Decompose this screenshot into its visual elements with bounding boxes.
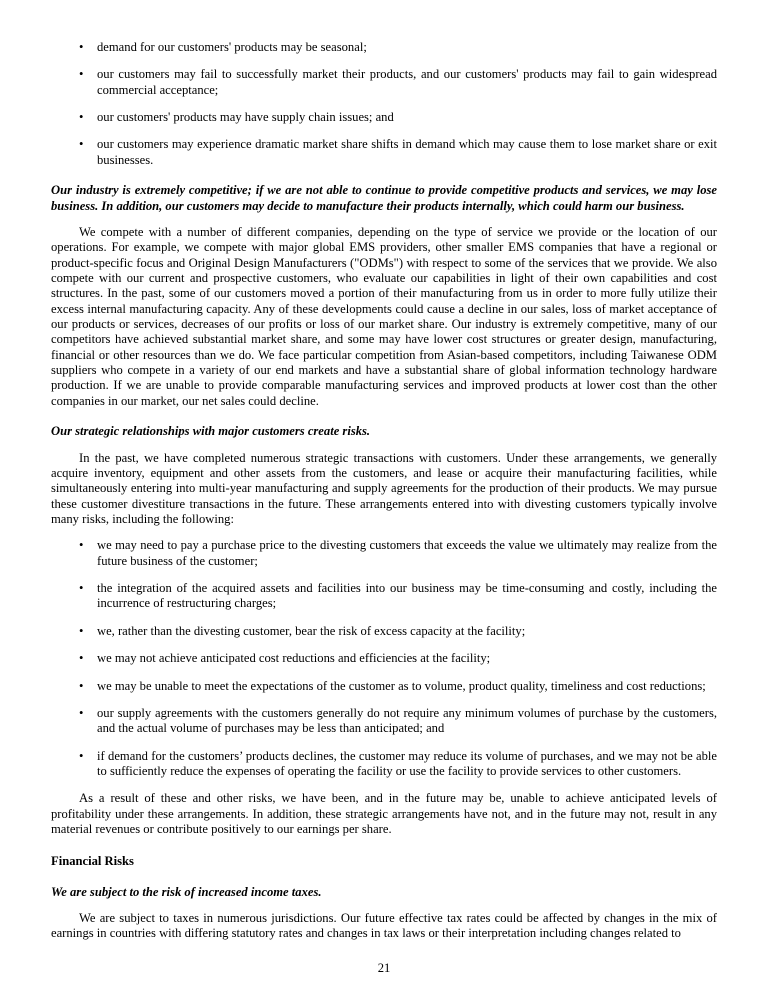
- bullet-icon: •: [79, 538, 84, 553]
- strategic-closing-paragraph: As a result of these and other risks, we have been, and in the future may be, unable to achieve anticipated levels of profitability under these arrangements. In addition, these strategic arrangements have not, and in the future may not, result in any material revenues or contribute positively to our earnings per share.: [51, 791, 717, 837]
- list-item: [51, 749, 717, 780]
- bullet-item-text: our supply agreements with the customers generally do not require any minimum volumes of purchase by the customers, and the actual volume of purchases may be less than anticipated; and: [97, 705, 717, 736]
- bullet-icon: •: [79, 748, 84, 763]
- list-item: [51, 624, 717, 639]
- bullet-item-text: our customers may fail to successfully market their products, and our customers' products may fail to gain widespread commercial acceptance;: [97, 67, 717, 97]
- bullet-item-text: our customers' products may have supply chain issues; and: [97, 110, 394, 125]
- list-item: [51, 110, 717, 125]
- bullet-item-text: we may be unable to meet the expectations of the customer as to volume, product quality, timeliness and cost reductions;: [97, 678, 706, 693]
- bullet-item-text: we may need to pay a purchase price to the divesting customers that exceeds the value we ultimately may realize from the future business of the customer;: [97, 538, 717, 568]
- income-taxes-heading: We are subject to the risk of increased income taxes.: [51, 884, 322, 899]
- list-item: [51, 40, 717, 55]
- strategic-relationships-heading: Our strategic relationships with major customers create risks.: [51, 424, 371, 439]
- bullet-item-text: demand for our customers' products may be seasonal;: [97, 40, 367, 54]
- customer-risk-bullet-list: [51, 40, 717, 168]
- competition-paragraph: We compete with a number of different companies, depending on the type of service we provide or the location of our operations. For example, we compete with major global EMS providers, other smaller EMS companies that have a regional or product-specific focus and Original Design Manufacturers ("ODMs") with respect to some of the services that we provide. We also compete with our current and prospective customers, who evaluate our capabilities in light of their own capabilities and cost structures. In the past, some of our customers moved a portion of their manufacturing from us in order to more fully utilize their excess internal manufacturing capacity. Any of these developments could cause a decline in our sales, loss of market acceptance of our products or services, decreases of our profits or loss of our market share. Our industry is extremely competitive, many of our competitors have achieved substantial market share, and some may have lower cost structures or greater design, manufacturing, financial or other resources than we do. We face particular competition from Asian-based competitors, including Taiwanese ODM suppliers who compete in a variety of our end markets and have a substantial share of global information technology hardware production. If we are unable to provide comparable manufacturing services and improved products at lower cost than the other companies in our market, our net sales could decline.: [51, 224, 717, 408]
- competition-risk-heading: Our industry is extremely competitive; if we are not able to continue to provide competitive products and services, we may lose business. In addition, our customers may decide to manufacture their products internally, which could harm our business.: [51, 183, 717, 213]
- bullet-icon: •: [79, 67, 84, 82]
- list-item: [51, 679, 717, 694]
- bullet-item-text: we may not achieve anticipated cost reductions and efficiencies at the facility;: [97, 651, 491, 666]
- bullet-icon: •: [79, 705, 84, 720]
- financial-risks-heading: Financial Risks: [51, 854, 134, 869]
- strategic-intro-paragraph: In the past, we have completed numerous strategic transactions with customers. Under these arrangements, we generally acquire inventory, equipment and other assets from the customers, and lease or acquire their manufacturing facilities, while simultaneously entering into multi-year manufacturing and supply agreements for the production of their products. We may pursue these customer divestiture transactions in the future. These arrangements entered into with divesting customers typically involve many risks, including the following:: [51, 450, 717, 526]
- list-item: [51, 137, 717, 168]
- bullet-item-text: our customers may experience dramatic market share shifts in demand which may cause them to lose market share or exit businesses.: [97, 137, 717, 167]
- bullet-item-text: the integration of the acquired assets and facilities into our business may be time-consuming and costly, including the incurrence of restructuring charges;: [97, 581, 717, 611]
- list-item: [51, 651, 717, 666]
- bullet-icon: •: [79, 110, 84, 125]
- bullet-icon: •: [79, 651, 84, 666]
- bullet-item-text: if demand for the customers’ products declines, the customer may reduce its volume of purchases, and we may not be able to sufficiently reduce the expenses of operating the facility or use the facility to provide services to other customers.: [97, 748, 717, 778]
- list-item: [51, 67, 717, 98]
- list-item: [51, 706, 717, 737]
- income-taxes-paragraph: We are subject to taxes in numerous jurisdictions. Our future effective tax rates could be affected by changes in the mix of earnings in countries with differing statutory rates and changes in tax laws or their interpretation including changes related to: [51, 911, 717, 941]
- bullet-item-text: we, rather than the divesting customer, bear the risk of excess capacity at the facility;: [97, 623, 526, 638]
- bullet-icon: •: [79, 678, 84, 693]
- bullet-icon: •: [79, 581, 84, 596]
- bullet-icon: •: [79, 137, 84, 152]
- bullet-icon: •: [79, 623, 84, 638]
- page-number: 21: [377, 960, 391, 975]
- list-item: [51, 538, 717, 569]
- strategic-risk-bullet-list: [51, 538, 717, 779]
- list-item: [51, 581, 717, 612]
- bullet-icon: •: [79, 40, 84, 54]
